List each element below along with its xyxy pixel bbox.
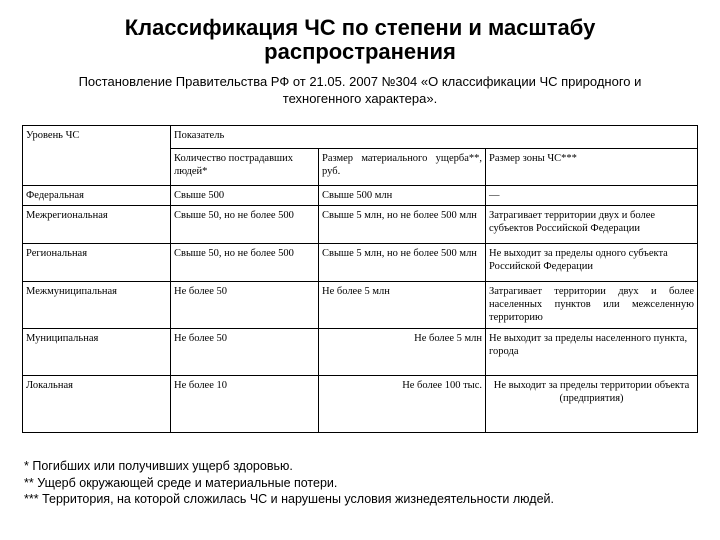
cell-damage: Не более 5 млн [319, 329, 486, 376]
resolution-subtitle: Постановление Правительства РФ от 21.05. 2007 №304 «О классификации ЧС природного и техногенного характера». [78, 74, 642, 106]
cell-damage: Свыше 5 млн, но не более 500 млн [319, 206, 486, 244]
table-row [23, 244, 698, 282]
cell-damage: Не более 5 млн [319, 282, 486, 329]
table-header-row [23, 126, 698, 149]
table-row [23, 282, 698, 329]
cell-damage: Свыше 500 млн [319, 186, 486, 206]
cell-people: Не более 50 [171, 329, 319, 376]
header-people: Количество пострадавших людей* [171, 149, 319, 186]
cell-level: Региональная [23, 244, 171, 282]
table-row [23, 376, 698, 433]
footnotes [24, 458, 704, 508]
cell-people: Не более 50 [171, 282, 319, 329]
cell-level: Муниципальная [23, 329, 171, 376]
cell-level: Межмуниципальная [23, 282, 171, 329]
header-zone: Размер зоны ЧС*** [486, 149, 698, 186]
footnote-3: *** Территория, на которой сложилась ЧС и нарушены условия жизнедеятельности людей. [24, 492, 554, 506]
cell-zone: Затрагивает территории двух и более населенных пунктов или межселенную территорию [486, 282, 698, 329]
cell-people: Не более 10 [171, 376, 319, 433]
cell-zone: Затрагивает территории двух и более субъектов Российской Федерации [486, 206, 698, 244]
cell-zone: Не выходит за пределы территории объекта (предприятия) [486, 376, 698, 433]
table-row [23, 186, 698, 206]
page-title: Классификация ЧС по степени и масштабу распространения [124, 15, 596, 64]
footnote-2: ** Ущерб окружающей среде и материальные потери. [24, 475, 338, 490]
table-row [23, 329, 698, 376]
cell-level: Межрегиональная [23, 206, 171, 244]
cell-zone: Не выходит за пределы одного субъекта Российской Федерации [486, 244, 698, 282]
cell-damage: Не более 100 тыс. [319, 376, 486, 433]
footnote-1: * Погибших или получивших ущерб здоровью. [24, 459, 293, 473]
header-indicator: Показатель [171, 126, 698, 149]
cell-level: Федеральная [23, 186, 171, 206]
cell-people: Свыше 500 [171, 186, 319, 206]
cell-people: Свыше 50, но не более 500 [171, 244, 319, 282]
cell-damage: Свыше 5 млн, но не более 500 млн [319, 244, 486, 282]
header-damage: Размер материального ущерба**, руб. [319, 149, 486, 186]
cell-zone: — [486, 186, 698, 206]
cell-people: Свыше 50, но не более 500 [171, 206, 319, 244]
cell-level: Локальная [23, 376, 171, 433]
classification-table [22, 125, 698, 433]
cell-zone: Не выходит за пределы населенного пункта, города [486, 329, 698, 376]
header-level: Уровень ЧС [23, 126, 171, 186]
table-row [23, 206, 698, 244]
